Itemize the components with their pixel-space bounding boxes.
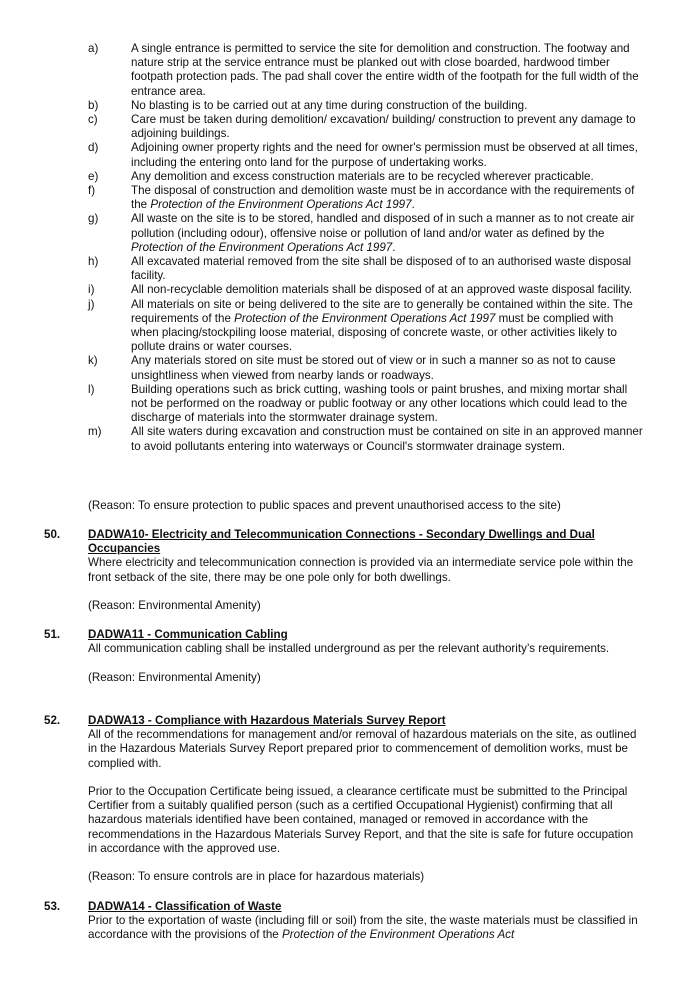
list-item-label: f) <box>88 184 96 198</box>
condition-paragraph <box>88 785 644 856</box>
condition-number: 53. <box>44 900 61 913</box>
italic-act-name: Protection of the Environment Operations Act 1997 <box>131 240 393 254</box>
list-item <box>88 42 643 99</box>
condition-number: 50. <box>44 528 61 541</box>
list-item <box>88 113 643 141</box>
list-item-label: i) <box>88 283 95 297</box>
text-run: All excavated material removed from the site shall be disposed of to an authorised waste disposal facility. <box>131 255 632 283</box>
conditions-list <box>88 42 643 454</box>
text-run: No blasting is to be carried out at any time during construction of the building. <box>131 98 528 112</box>
condition-body <box>88 628 644 685</box>
list-reason: (Reason: To ensure protection to public spaces and prevent unauthorised access to the site) <box>88 499 561 512</box>
list-item <box>88 298 643 355</box>
list-item <box>88 283 643 297</box>
condition-number: 52. <box>44 714 61 727</box>
list-item-label: a) <box>88 42 99 55</box>
list-item-label: c) <box>88 113 98 127</box>
text-run: (Reason: Environmental Amenity) <box>88 670 261 684</box>
list-item-label: b) <box>88 98 99 112</box>
list-item-label: g) <box>88 212 99 226</box>
condition-title: DADWA10- Electricity and Telecommunication Connections - Secondary Dwellings and Dual Occupancies <box>88 528 595 556</box>
condition-paragraph <box>88 599 644 613</box>
text-run: All site waters during excavation and construction must be contained on site in an approved manner to avoid pollutants entering into waterways or Council's stormwater drainage system. <box>131 425 643 453</box>
list-item-label: k) <box>88 354 98 368</box>
condition-body <box>88 528 644 613</box>
text-run: All non-recyclable demolition materials shall be disposed of at an approved waste disposal facility. <box>131 283 633 297</box>
condition-paragraph <box>88 914 644 942</box>
list-item-label: d) <box>88 141 99 155</box>
condition-paragraph <box>88 728 644 771</box>
text-run: Building operations such as brick cutting, washing tools or paint brushes, and mixing mortar shall not be performed on the roadway or public footway or any other locations which could lead to the discharge of materials into the stormwater drainage system. <box>131 382 628 425</box>
condition-paragraph <box>88 870 644 884</box>
list-item-text <box>131 298 643 355</box>
text-run: All communication cabling shall be installed underground as per the relevant authority’s requirements. <box>88 642 610 656</box>
list-item-label: h) <box>88 255 99 269</box>
paragraph-gap <box>88 771 644 785</box>
list-item-label: l) <box>88 382 95 396</box>
condition-paragraph <box>88 642 644 656</box>
text-run: The disposal of construction and demolition waste must be in accordance with the requirements of the <box>131 184 635 212</box>
list-item <box>88 212 643 255</box>
list-item <box>88 141 643 169</box>
text-run: All materials on site or being delivered to the site are to generally be contained within the site. The requirements of the <box>131 297 633 325</box>
paragraph-gap <box>88 856 644 870</box>
text-run: Adjoining owner property rights and the need for owner's permission must be observed at all times, including the entering onto land for the purpose of undertaking works. <box>131 141 638 169</box>
text-run: . <box>392 240 396 254</box>
condition-paragraph <box>88 556 644 584</box>
condition-51 <box>44 628 644 685</box>
condition-paragraph <box>88 671 644 685</box>
list-item-text <box>131 42 643 99</box>
condition-50 <box>44 528 644 613</box>
list-item-label: j) <box>88 297 95 311</box>
text-run: Any demolition and excess construction materials are to be recycled wherever practicable. <box>131 169 594 183</box>
list-item-text <box>131 141 643 169</box>
list-item-text <box>131 255 643 283</box>
list-item-text <box>131 184 643 212</box>
italic-act-name: Protection of the Environment Operations Act 1997 <box>150 198 412 212</box>
text-run: must be complied with when placing/stockpiling loose material, disposing of concrete waste, or other activities likely to pollute drains or water courses. <box>131 311 617 354</box>
condition-body <box>88 714 644 884</box>
text-run: (Reason: To ensure controls are in place for hazardous materials) <box>88 870 425 884</box>
text-run: A single entrance is permitted to service the site for demolition and construction. The footway and nature strip at the service entrance must be planked out with close boarded, hardwood timber footpath protection pads. The pad shall cover the entire width of the footpath for the full width of the entrance area. <box>131 42 639 98</box>
italic-act-name: Protection of the Environment Operations Act 1997 <box>234 311 496 325</box>
condition-52 <box>44 714 644 884</box>
list-item-text <box>131 383 643 426</box>
text-run: Where electricity and telecommunication connection is provided via an intermediate service pole within the front setback of the site, there may be one pole only for both dwellings. <box>88 556 634 584</box>
list-item <box>88 99 643 113</box>
condition-title: DADWA11 - Communication Cabling <box>88 628 288 641</box>
text-run: Care must be taken during demolition/ excavation/ building/ construction to prevent any damage to adjoining buildings. <box>131 113 636 141</box>
list-item <box>88 184 643 212</box>
text-run: (Reason: Environmental Amenity) <box>88 599 261 612</box>
list-item-text <box>131 99 643 113</box>
list-item-text <box>131 113 643 141</box>
condition-number: 51. <box>44 628 61 641</box>
text-run: . <box>411 198 415 212</box>
condition-53 <box>44 900 644 943</box>
condition-body <box>88 900 644 943</box>
list-item-label: e) <box>88 169 99 183</box>
paragraph-gap <box>88 656 644 670</box>
list-item-label: m) <box>88 425 102 439</box>
list-item <box>88 255 643 283</box>
list-item <box>88 383 643 426</box>
list-item-text <box>131 354 643 382</box>
text-run: All waste on the site is to be stored, handled and disposed of in such a manner as to not create air pollution (including odour), offensive noise or pollution of land and/or water as defined by the <box>131 212 635 240</box>
paragraph-gap <box>88 585 644 599</box>
condition-title: DADWA13 - Compliance with Hazardous Materials Survey Report <box>88 714 446 727</box>
condition-title: DADWA14 - Classification of Waste <box>88 900 282 913</box>
list-item <box>88 354 643 382</box>
list-item <box>88 170 643 184</box>
list-item-text <box>131 212 643 255</box>
list-item <box>88 425 643 453</box>
text-run: Prior to the Occupation Certificate being issued, a clearance certificate must be submitted to the Principal Certifier from a suitably qualified person (such as a certified Occupational Hygienist) confirming that all hazardous materials identified have been contained, managed or removed in accordance with the recommendations in the Hazardous Materials Survey Report, and that the site is safe for future occupation in accordance with the approved use. <box>88 785 634 855</box>
text-run: Any materials stored on site must be stored out of view or in such a manner so as not to cause unsightliness when viewed from nearby lands or roadways. <box>131 354 616 382</box>
list-item-text <box>131 425 643 453</box>
list-item-text <box>131 170 643 184</box>
text-run: Prior to the exportation of waste (including fill or soil) from the site, the waste materials must be classified in accordance with the provisions of the <box>88 914 638 942</box>
italic-act-name: Protection of the Environment Operations Act <box>281 928 515 942</box>
text-run: All of the recommendations for management and/or removal of hazardous materials on the site, as outlined in the Hazardous Materials Survey Report prepared prior to commencement of demolition works, must be complied with. <box>88 728 637 770</box>
list-item-text <box>131 283 643 297</box>
